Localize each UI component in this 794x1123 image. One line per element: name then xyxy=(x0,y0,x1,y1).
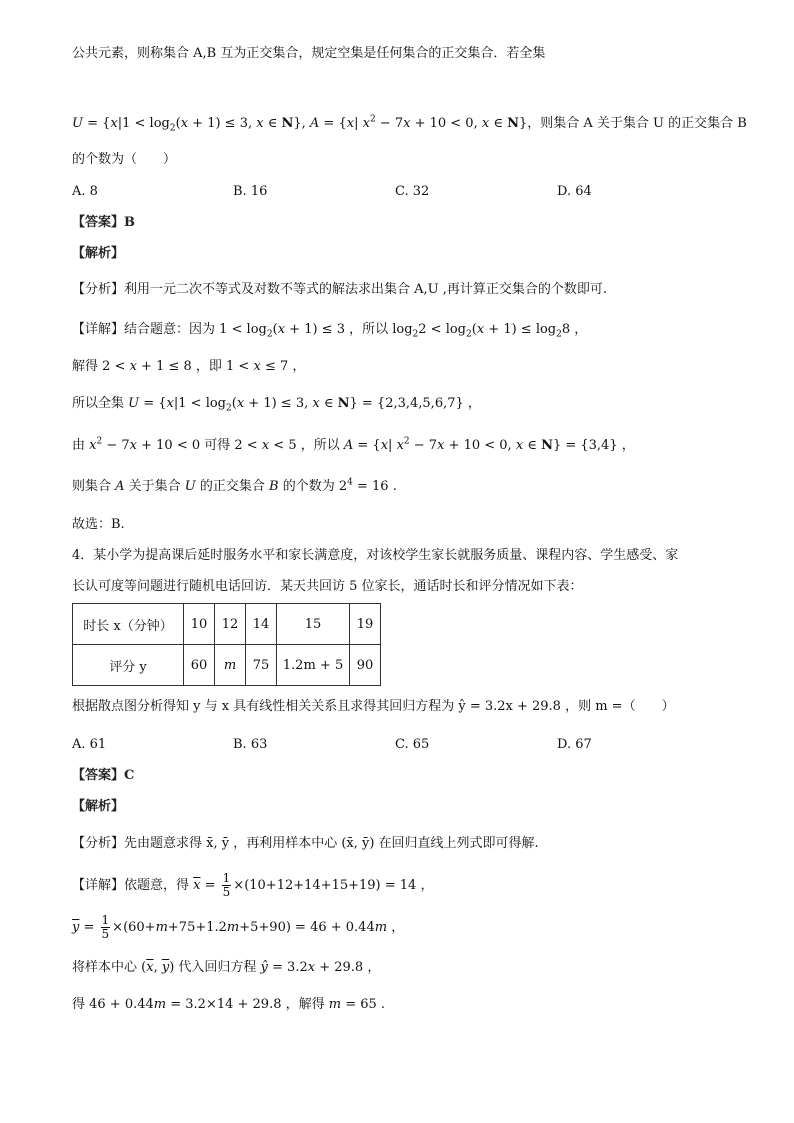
q3-analysis-tag: 【解析】 xyxy=(72,246,125,261)
q4-detail-line3: 将样本中心 ($\overline{x}$, $\overline{y}$) 代入回归方程 ŷ = 3.2x + 29.8 ， xyxy=(72,960,381,975)
table-cell: 14 xyxy=(246,604,277,645)
q4-stem-line2: 长认可度等问题进行随机电话回访．某天共回访 5 位家长，通话时长和评分情况如下表： xyxy=(72,579,583,594)
table-cell: 19 xyxy=(350,604,381,645)
q4-data-table xyxy=(72,603,381,686)
q3-fenxi: 【分析】利用一元二次不等式及对数不等式的解法求出集合 A,U ,再计算正交集合的个数即可. xyxy=(72,282,608,297)
q3-option-b: B. 16 xyxy=(233,184,268,199)
q3-detail-line3: 所以全集 $U = \{x|1 < \log_2(x + 1) \le 3$, x ∈ N} = {2,3,4,5,6,7} ， xyxy=(72,396,481,414)
q3-detail-line2: 解得 2 < x + 1 ≤ 8 ，即 1 < x ≤ 7 ， xyxy=(72,359,306,374)
q3-option-d: D. 64 xyxy=(557,184,592,199)
table-cell: 10 xyxy=(184,604,215,645)
q3-conclusion: 故选：B. xyxy=(72,517,125,532)
table-row xyxy=(73,604,381,645)
q3-stem-line2-suffix: ，则集合 A 关于集合 U 的正交集合 B xyxy=(527,116,747,131)
q3-option-a: A. 8 xyxy=(72,184,98,199)
table-header-duration: 时长 x（分钟） xyxy=(73,604,184,645)
q3-option-c: C. 32 xyxy=(395,184,430,199)
table-cell: m xyxy=(215,645,246,686)
table-row xyxy=(73,645,381,686)
table-cell: 75 xyxy=(246,645,277,686)
q4-detail-line2: $\overline{y}$ = $\frac{1}{5}$ ×(60+m+75+1.2m+5+90) = 46 + 0.44m ， xyxy=(72,913,405,941)
q4-analysis-tag: 【解析】 xyxy=(72,799,125,814)
q3-answer: 【答案】B xyxy=(72,215,135,230)
q4-option-d: D. 67 xyxy=(557,737,592,752)
q4-option-b: B. 63 xyxy=(233,737,268,752)
table-cell: 1.2m + 5 xyxy=(277,645,350,686)
q4-option-a: A. 61 xyxy=(72,737,107,752)
q4-fenxi: 【分析】先由题意求得 x̄, ȳ ，再利用样本中心 (x̄, ȳ) 在回归直线上列式即可得解. xyxy=(72,836,539,851)
q4-detail-line1: 【详解】依题意，得 $\overline{x}$ = $\frac{1}{5}$ ×(10+12+14+15+19) = 14 ， xyxy=(72,871,434,899)
q4-option-c: C. 65 xyxy=(395,737,430,752)
table-cell: 15 xyxy=(277,604,350,645)
table-header-score: 评分 y xyxy=(73,645,184,686)
q3-stem-line2: $U = \{x|1 < \log_2(x + 1) \le 3$, x ∈ N}, A = {x| $x^2 - 7x + 10 < 0$, x ∈ N}，则集合 A 关于集合 U 的正交集合 B xyxy=(72,114,747,134)
q4-answer: 【答案】C xyxy=(72,768,135,783)
q4-detail-line4: 得 46 + 0.44m = 3.2×14 + 29.8 ，解得 m = 65 . xyxy=(72,997,386,1012)
q3-detail-line1: 【详解】结合题意：因为 $1 < \log_2(x + 1) \le 3$ ，所以 $\log_22 < \log_2(x + 1) \le \log_28$ ， xyxy=(72,322,588,340)
q4-stem-line1: 4．某小学为提高课后延时服务水平和家长满意度，对该校学生家长就服务质量、课程内容、学生感受、家 xyxy=(72,548,679,563)
table-cell: 60 xyxy=(184,645,215,686)
q4-question: 根据散点图分析得知 y 与 x 具有线性相关关系且求得其回归方程为 ŷ = 3.2x + 29.8 ，则 m =（ ） xyxy=(72,699,675,714)
table-cell: 90 xyxy=(350,645,381,686)
q3-detail-line4: 由 $x^2 - 7x + 10 < 0$ 可得 2 < x < 5 ，所以 A = {x| $x^2 - 7x + 10 < 0$, x ∈ N} = {3,4} ， xyxy=(72,436,635,453)
q3-detail-line5: 则集合 A 关于集合 U 的正交集合 B 的个数为 $2^4 = 16$ . xyxy=(72,477,397,494)
q3-stem-line1: 公共元素，则称集合 A,B 互为正交集合，规定空集是任何集合的正交集合．若全集 xyxy=(72,46,546,61)
q3-stem-line3: 的个数为（ ） xyxy=(72,152,177,167)
table-cell: 12 xyxy=(215,604,246,645)
